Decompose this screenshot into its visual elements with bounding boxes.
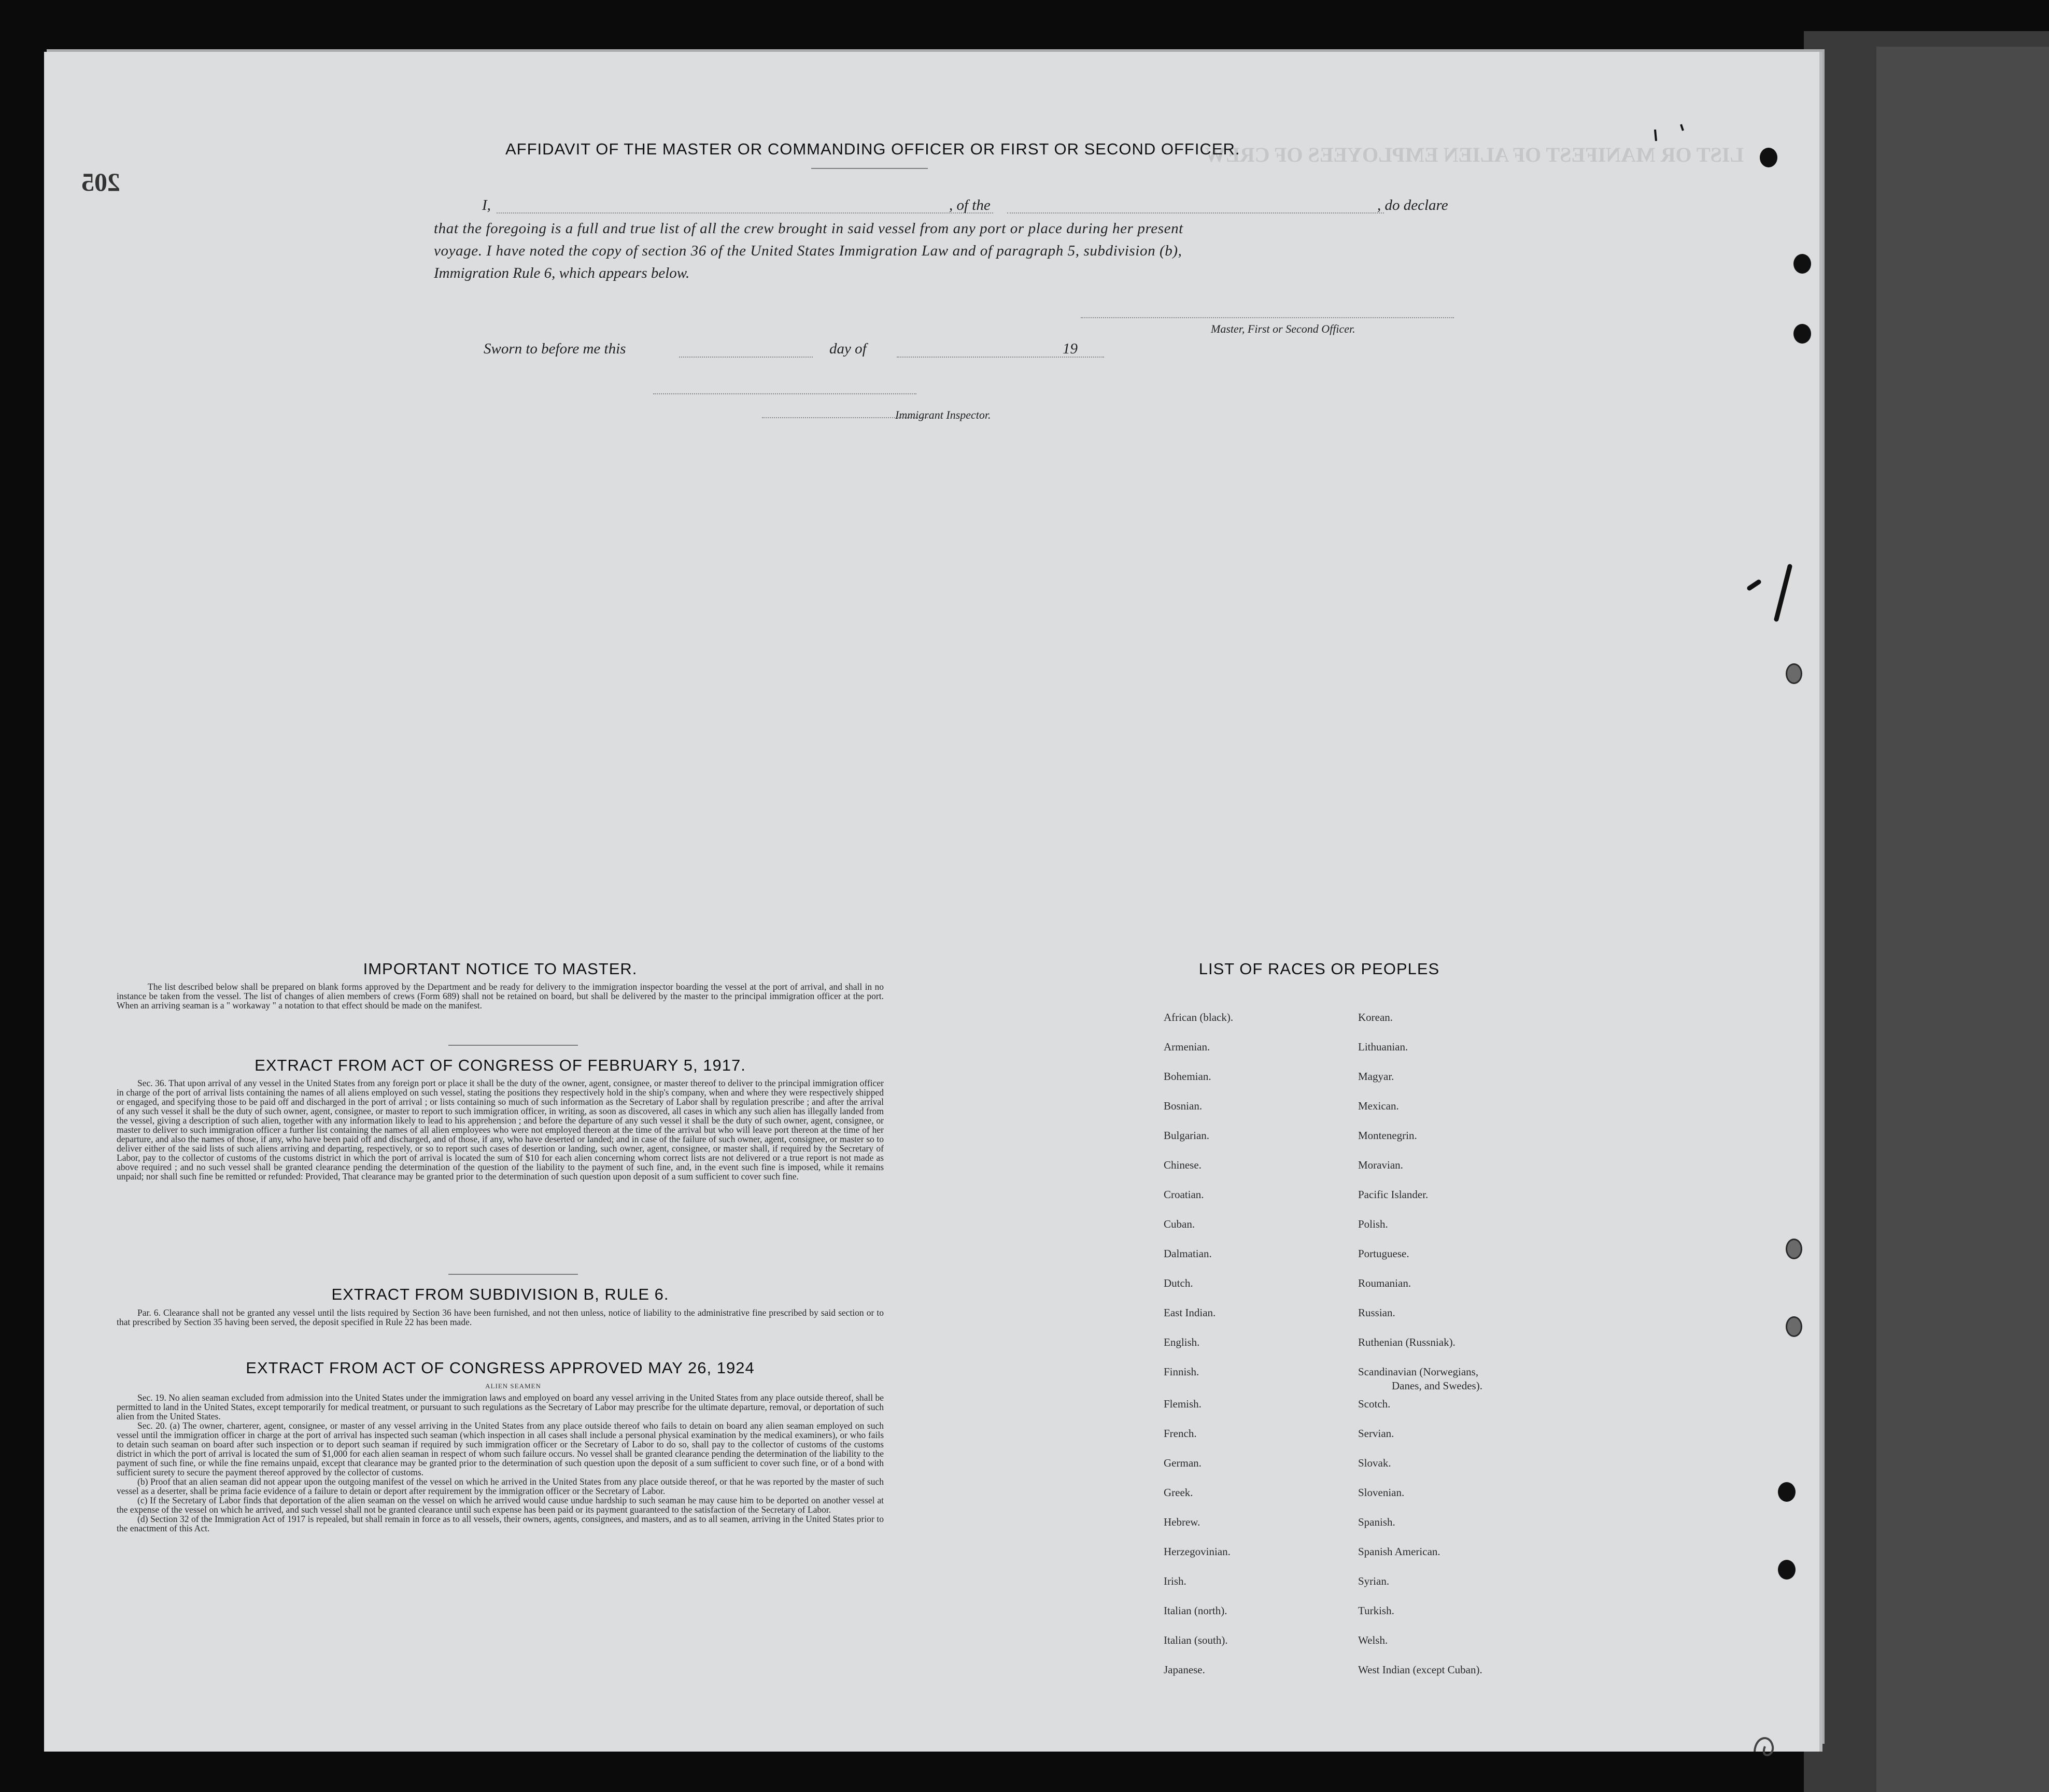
race-right-6: Pacific Islander. [1358,1188,1429,1201]
race-left-9: Dutch. [1164,1277,1193,1289]
race-right-21: Welsh. [1358,1634,1388,1646]
extract-1924-title: EXTRACT FROM ACT OF CONGRESS APPROVED MAY 26, 1924 [246,1359,755,1377]
race-right-9: Roumanian. [1358,1277,1411,1289]
race-right-20: Turkish. [1358,1604,1394,1617]
inspector-signature-blank-1 [653,393,916,394]
binder-hole [1778,1482,1796,1502]
race-right-18: Spanish American. [1358,1545,1440,1558]
section-rule-1 [448,1045,578,1046]
binder-hole [1793,324,1811,344]
race-left-12: Finnish. [1164,1366,1199,1378]
race-right-13: Scotch. [1358,1398,1391,1410]
race-left-3: Bosnian. [1164,1100,1203,1112]
binder-hole [1760,148,1777,167]
race-left-16: Greek. [1164,1486,1193,1499]
year-label: 19 [1063,340,1078,357]
race-right-11: Ruthenian (Russniak). [1358,1336,1456,1348]
affidavit-of-the-label: , of the [949,197,991,214]
race-right-10: Russian. [1358,1306,1395,1319]
race-right-12-cont: Danes, and Swedes). [1392,1379,1482,1392]
section-rule-2 [448,1274,578,1275]
race-left-11: English. [1164,1336,1200,1348]
affidavit-i-label: I, [482,197,491,214]
extract-1917-text: Sec. 36. That upon arrival of any vessel in the United States from any foreign port or place it shall be the duty of the owner, agent, consignee, or master thereof to deliver to the principal immigration officer in charge of the port of arrival lists containing the names of all aliens employed on such vessel, stating the positions they respectively hold in the ship's company, when and where they were respectively shipped or engaged, and specifying those to be paid off and discharged in the port of arrival ; or lists containing so much of such information as the Secretary of Labor shall by regulation prescribe ; and after the arrival of any such vessel it shall be the duty of such owner, agent, consignee, or master to report to such immigration officer, in writing, as soon as discovered, all cases in which any such alien has illegally landed from the vessel, giving a description of such alien, together with any information likely to lead to his apprehension ; and before the departure of any such vessel it shall be the duty of such owner, agent, consignee, or master to deliver to such immigration officer a further list containing the names of all alien employees who were not employed thereon at the time of the arrival but who will leave port thereon at the time of her departure, and also the names of those, if any, who have been paid off and discharged, and of those, if any, who have deserted or landed; and in case of the failure of such owner, agent, consignee, or master so to deliver either of the said lists of such aliens arriving and departing, respectively, or so to report such cases of desertion or landing, such owner, agent, consignee, or master shall, if required by the Secretary of Labor, pay to the collector of customs of the customs district in which the port of arrival is located the sum of $10 for each alien concerning whom correct lists are not delivered or a true report is not made as above required ; and no such vessel shall be granted clearance pending the determination of the question of the liability to the payment of such fine, and, in the event such fine is imposed, while it remains unpaid; nor shall such fine be remitted or refunded: Provided, That clearance may be granted prior to the determination of such question upon deposit of a sum sufficient to cover such fine. [117,1078,884,1182]
important-notice-text: The list described below shall be prepared on blank forms approved by the Department and be ready for delivery to the immigration inspector boarding the vessel at the port of arrival, and shall in no instance be taken from the vessel. The list of changes of alien members of crews (Form 689) shall not be retained on board, but shall be delivered by the master to the principal immigration officer at the port. When an arriving seaman is a " workaway " a notation to that effect should be made on the manifest. [117,982,884,1011]
races-title: LIST OF RACES OR PEOPLES [1198,960,1440,978]
name-blank [497,212,993,214]
race-left-17: Hebrew. [1164,1516,1200,1528]
margin-number: 205 [81,167,120,196]
binder-hole [1786,663,1802,684]
race-left-1: Armenian. [1164,1041,1210,1053]
race-right-17: Spanish. [1358,1516,1395,1528]
affidavit-line-2: that the foregoing is a full and true list of all the crew brought in said vessel from any port or place during her present [434,220,1183,237]
extract-1924-sec20b: (b) Proof that an alien seaman did not appear upon the outgoing manifest of the vessel on which he arrived in the United States from any place outside thereof, or that he was reported by the master of such vessel as a deserter, shall be prima facie evidence of a failure to detain or deport after requirement by the immigration officer or the Secretary of Labor. [117,1476,884,1496]
pencil-mark-squiggle [1749,1731,1786,1762]
race-left-13: Flemish. [1164,1398,1202,1410]
race-left-4: Bulgarian. [1164,1129,1210,1142]
master-signature-label: Master, First or Second Officer. [1211,322,1355,335]
extract-1924-sec20c: (c) If the Secretary of Labor finds that deportation of the alien seaman on the vessel on which he arrived would cause undue hardship to such seaman he may cause him to be deported on another vessel at the expense of the vessel on which he arrived, and such vessel shall not be granted clearance until such expense has been paid or its payment guaranteed to the satisfaction of the Secretary of Labor. [117,1495,884,1515]
race-left-2: Bohemian. [1164,1070,1211,1083]
race-right-0: Korean. [1358,1011,1393,1023]
extract-1924-sec19: Sec. 19. No alien seaman excluded from admission into the United States under the immigration laws and employed on board any vessel arriving in the United States from any place outside thereof, shall be permitted to land in the United States, except temporarily for medical treatment, or pursuant to such regulations as the Secretary of Labor may prescribe for the ultimate departure, removal, or deportation of such alien from the United States. [117,1392,884,1421]
race-left-0: African (black). [1164,1011,1234,1023]
race-right-16: Slovenian. [1358,1486,1405,1499]
binder-hole [1793,254,1811,274]
race-left-5: Chinese. [1164,1159,1202,1171]
race-left-8: Dalmatian. [1164,1247,1212,1260]
sworn-day-blank [679,357,813,358]
race-right-1: Lithuanian. [1358,1041,1408,1053]
race-left-6: Croatian. [1164,1188,1204,1201]
affidavit-line-3: voyage. I have noted the copy of section 36 of the United States Immigration Law and of paragraph 5, subdivision (b), [434,243,1182,259]
race-left-10: East Indian. [1164,1306,1216,1319]
affidavit-line-4: Immigration Rule 6, which appears below. [434,265,690,281]
race-right-3: Mexican. [1358,1100,1399,1112]
race-right-8: Portuguese. [1358,1247,1409,1260]
race-right-15: Slovak. [1358,1457,1391,1469]
sworn-label: Sworn to before me this [484,340,626,357]
extract-1917-title: EXTRACT FROM ACT OF CONGRESS OF FEBRUARY 5, 1917. [255,1056,746,1074]
race-left-7: Cuban. [1164,1218,1195,1230]
binder-hole [1778,1560,1796,1580]
extract-1924-subhead: ALIEN SEAMEN [485,1382,541,1390]
race-left-22: Japanese. [1164,1663,1205,1676]
race-left-19: Irish. [1164,1575,1186,1587]
race-right-2: Magyar. [1358,1070,1394,1083]
race-left-15: German. [1164,1457,1202,1469]
extract-rule6-text: Par. 6. Clearance shall not be granted any vessel until the lists required by Section 36 have been furnished, and not then unless, notice of liability to the administrative fine prescribed by said section or to that prescribed by Section 35 having been served, the deposit specified in Rule 22 has been made. [117,1307,884,1327]
important-notice-title: IMPORTANT NOTICE TO MASTER. [363,960,638,978]
race-right-19: Syrian. [1358,1575,1390,1587]
binder-hole [1786,1316,1802,1337]
race-left-21: Italian (south). [1164,1634,1228,1646]
scanner-background-edge [1876,47,2049,1792]
affidavit-do-declare: , do declare [1377,197,1448,214]
extract-1924-body [117,1393,884,1533]
race-right-14: Servian. [1358,1427,1394,1440]
race-right-7: Polish. [1358,1218,1388,1230]
pencil-mark-slash [1729,562,1812,635]
title-rule [811,168,928,169]
race-left-14: French. [1164,1427,1197,1440]
race-left-20: Italian (north). [1164,1604,1227,1617]
race-right-5: Moravian. [1358,1159,1403,1171]
extract-1924-sec20a: Sec. 20. (a) The owner, charterer, agent, consignee, or master of any vessel arriving in the United States from any place outside thereof who fails to detain on board any alien seaman employed on such vessel until the immigration officer in charge at the port of arrival has inspected such seaman (which inspection in all cases shall include a personal physical examination by the medical examiners), or who fails to detain such seaman on board after such inspection or to deport such seaman if required by such immigration officer or the Secretary of Labor to do so, shall pay to the collector of customs of the customs district in which the port of arrival is located the sum of $1,000 for each alien seaman in respect of whom such failure occurs. No vessel shall be granted clearance pending the determination of the liability to the payment of such fine, or while the fine remains unpaid, except that clearance may be granted prior to the determination of such question upon the deposit of a sum sufficient to cover such fine, or of a bond with sufficient surety to secure the payment thereof approved by the collector of customs. [117,1420,884,1477]
vessel-blank [1007,212,1384,214]
day-of-label: day of [829,340,867,357]
pencil-mark-tick [1651,119,1687,150]
master-signature-blank [1081,317,1454,318]
document-page [44,52,1819,1752]
affidavit-title: AFFIDAVIT OF THE MASTER OR COMMANDING OFFICER OR FIRST OR SECOND OFFICER. [505,140,1240,158]
race-left-18: Herzegovinian. [1164,1545,1231,1558]
extract-1924-sec20d: (d) Section 32 of the Immigration Act of 1917 is repealed, but shall remain in force as to all vessels, their owners, agents, consignees, and masters, and as to all seamen, arriving in the United States prior to the enactment of this Act. [117,1514,884,1533]
extract-rule6-title: EXTRACT FROM SUBDIVISION B, RULE 6. [331,1285,669,1303]
binder-hole [1786,1239,1802,1259]
race-right-22: West Indian (except Cuban). [1358,1663,1482,1676]
inspector-label: Immigrant Inspector. [895,408,991,421]
race-right-4: Montenegrin. [1358,1129,1417,1142]
race-right-12: Scandinavian (Norwegians, [1358,1366,1479,1378]
bleed-through-text: LIST OR MANIFEST OF ALIEN EMPLOYEES OF CREW [1205,143,1744,166]
